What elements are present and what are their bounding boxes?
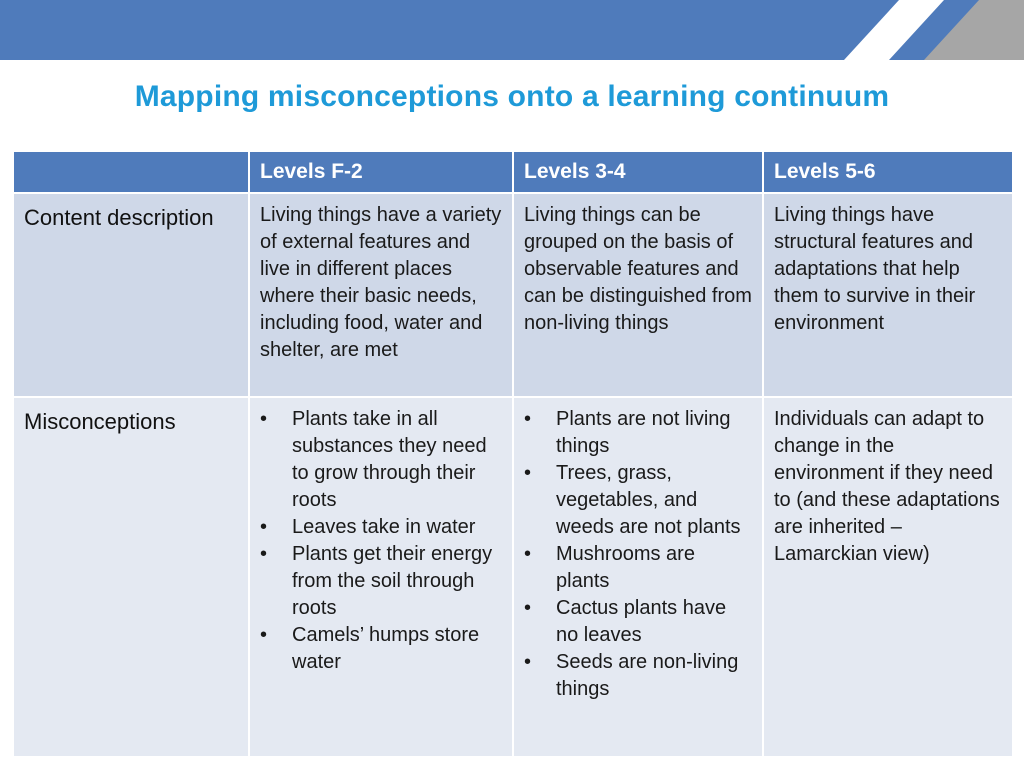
row-label-content: Content description [13, 193, 249, 397]
misconceptions-list-3-4 [524, 406, 752, 703]
list-item-text: Camels’ humps store water [292, 624, 480, 673]
bullet-icon: • [524, 408, 532, 430]
header-levels-3-4: Levels 3-4 [513, 151, 763, 193]
bullet-icon: • [260, 408, 268, 430]
list-item-text: Seeds are non-living things [556, 651, 739, 700]
bullet-icon: • [260, 624, 268, 646]
slide-title: Mapping misconceptions onto a learning continuum [134, 80, 890, 113]
list-item-text: Plants get their energy from the soil through roots [292, 543, 493, 619]
misconceptions-cell-3-4 [513, 397, 763, 757]
continuum-table [12, 150, 1014, 758]
header-levels-f2: Levels F-2 [249, 151, 513, 193]
list-item [260, 406, 502, 514]
corner-decoration [844, 0, 1024, 60]
misconceptions-row [13, 397, 1013, 757]
misconceptions-list-f2 [260, 406, 502, 676]
content-cell-f2: Living things have a variety of external features and live in different places where their basic needs, including food, water and shelter, are met [249, 193, 513, 397]
content-cell-5-6: Living things have structural features and adaptations that help them to survive in their environment [763, 193, 1013, 397]
bullet-icon: • [524, 543, 532, 565]
bullet-icon: • [524, 597, 532, 619]
list-item [260, 541, 502, 622]
list-item [260, 514, 502, 541]
content-cell-3-4: Living things can be grouped on the basis of observable features and can be distinguished from non-living things [513, 193, 763, 397]
list-item-text: Plants take in all substances they need to grow through their roots [292, 408, 487, 511]
list-item-text: Cactus plants have no leaves [556, 597, 727, 646]
header-corner [13, 151, 249, 193]
row-label-misconceptions: Misconceptions [13, 397, 249, 757]
bullet-icon: • [524, 651, 532, 673]
header-row [13, 151, 1013, 193]
header-levels-5-6: Levels 5-6 [763, 151, 1013, 193]
list-item [524, 460, 752, 541]
misconceptions-cell-5-6: Individuals can adapt to change in the environment if they need to (and these adaptations are inherited – Lamarckian view) [763, 397, 1013, 757]
bullet-icon: • [524, 462, 532, 484]
list-item [524, 406, 752, 460]
list-item [524, 595, 752, 649]
list-item [524, 541, 752, 595]
list-item [260, 622, 502, 676]
list-item-text: Mushrooms are plants [556, 543, 695, 592]
bullet-icon: • [260, 543, 268, 565]
misconceptions-cell-f2 [249, 397, 513, 757]
list-item-text: Leaves take in water [292, 516, 476, 538]
list-item-text: Trees, grass, vegetables, and weeds are not plants [556, 462, 741, 538]
content-description-row [13, 193, 1013, 397]
list-item-text: Plants are not living things [556, 408, 731, 457]
list-item [524, 649, 752, 703]
bullet-icon: • [260, 516, 268, 538]
